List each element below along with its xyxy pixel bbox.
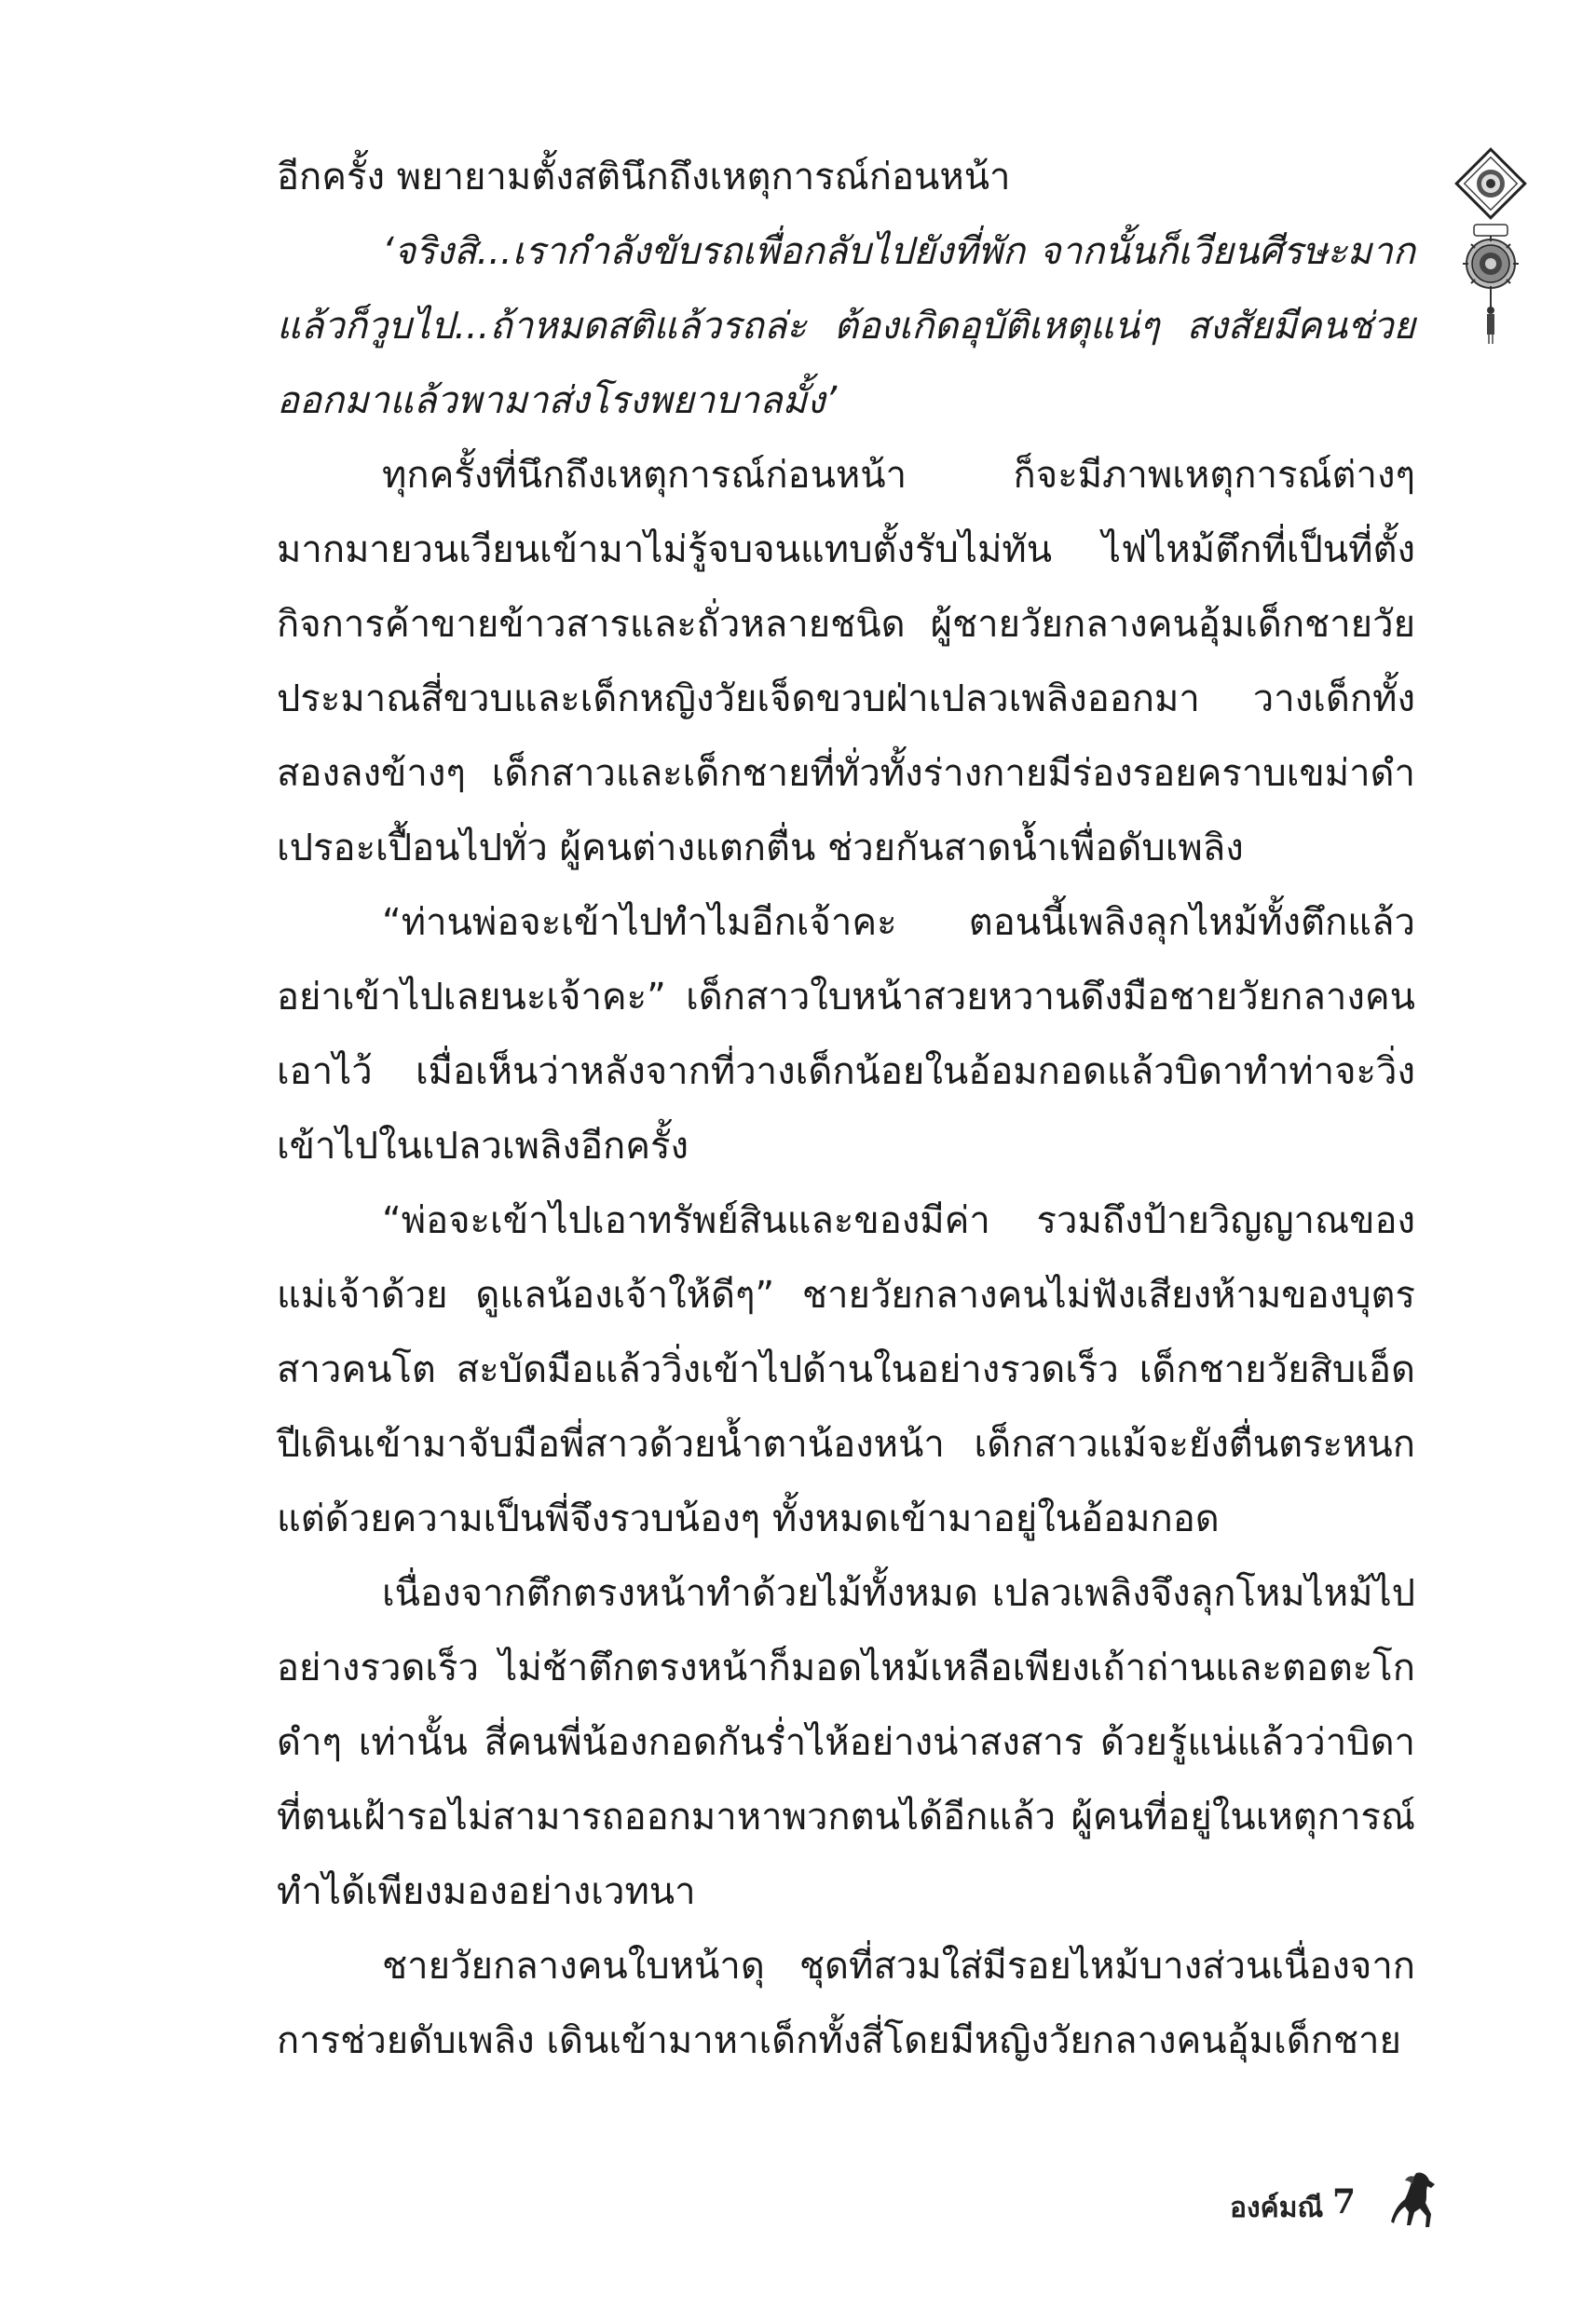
paragraph-1: อีกครั้ง พยายามตั้งสตินึกถึงเหตุการณ์ก่อนหน้า: [277, 156, 1011, 198]
paragraph-3: ทุกครั้งที่นึกถึงเหตุการณ์ก่อนหน้า ก็จะมีภาพเหตุการณ์ต่างๆ มากมายวนเวียนเข้ามาไม่รู้จบจนแทบตั้งรับไม่ทัน ไฟไหม้ตึกที่เป็นที่ตั้งกิจการค้าขายข้าวสารและถั่วหลายชนิด ผู้ชายวัยกลางคนอุ้มเด็กชายวัยประมาณสี่ขวบและเด็กหญิงวัยเจ็ดขวบฝ่าเปลวเพลิงออกมา วางเด็กทั้งสองลงข้างๆ เด็กสาวและเด็กชายที่ทั่วทั้งร่างกายมีร่องรอยคราบเขม่าดำเปรอะเปื้อนไปทั่ว ผู้คนต่างแตกตื่น ช่วยกันสาดน้ำเพื่อดับเพลิง: [277, 454, 1415, 869]
body-text: [277, 140, 1415, 2078]
paragraph-5: “พ่อจะเข้าไปเอาทรัพย์สินและของมีค่า รวมถึงป้ายวิญญาณของแม่เจ้าด้วย ดูแลน้องเจ้าให้ดีๆ” ชายวัยกลางคนไม่ฟังเสียงห้ามของบุตรสาวคนโต สะบัดมือแล้ววิ่งเข้าไปด้านในอย่างรวดเร็ว เด็กชายวัยสิบเอ็ดปีเดินเข้ามาจับมือพี่สาวด้วยน้ำตาน้องหน้า เด็กสาวแม้จะยังตื่นตระหนก แต่ด้วยความเป็นพี่จึงรวบน้องๆ ทั้งหมดเข้ามาอยู่ในอ้อมกอด: [277, 1199, 1415, 1540]
paragraph-6: เนื่องจากตึกตรงหน้าทำด้วยไม้ทั้งหมด เปลวเพลิงจึงลุกโหมไหม้ไปอย่างรวดเร็ว ไม่ช้าตึกตรงหน้าก็มอดไหม้เหลือเพียงเถ้าถ่านและตอตะโกดำๆ เท่านั้น สี่คนพี่น้องกอดกันร่ำไห้อย่างน่าสงสาร ด้วยรู้แน่แล้วว่าบิดาที่ตนเฝ้ารอไม่สามารถออกมาหาพวกตนได้อีกแล้ว ผู้คนที่อยู่ในเหตุการณ์ทำได้เพียงมองอย่างเวทนา: [277, 1572, 1415, 1913]
page-number: 7: [1332, 2182, 1357, 2222]
paragraph-7: ชายวัยกลางคนใบหน้าดุ ชุดที่สวมใส่มีรอยไหม้บางส่วนเนื่องจากการช่วยดับเพลิง เดินเข้ามาหาเด็กทั้งสี่โดยมีหญิงวัยกลางคนอุ้มเด็กชาย: [277, 1945, 1415, 2062]
horse-icon: [1388, 2169, 1439, 2235]
page-footer: [1193, 2179, 1491, 2244]
paragraph-4: “ท่านพ่อจะเข้าไปทำไมอีกเจ้าคะ ตอนนี้เพลิงลุกไหม้ทั้งตึกแล้ว อย่าเข้าไปเลยนะเจ้าคะ” เด็กสาวใบหน้าสวยหวานดึงมือชายวัยกลางคนเอาไว้ เมื่อเห็นว่าหลังจากที่วางเด็กน้อยในอ้อมกอดแล้วบิดาทำท่าจะวิ่งเข้าไปในเปลวเพลิงอีกครั้ง: [277, 901, 1415, 1168]
paragraph-2: ‘จริงสิ...เรากำลังขับรถเพื่อกลับไปยังที่พัก จากนั้นก็เวียนศีรษะมากแล้วก็วูบไป...ถ้าหมดสติแล้วรถล่ะ ต้องเกิดอุบัติเหตุแน่ๆ สงสัยมีคนช่วยออกมาแล้วพามาส่งโรงพยาบาลมั้ง’: [277, 230, 1415, 422]
book-title: องค์มณี: [1230, 2192, 1324, 2224]
publisher-emblem-icon: [1453, 144, 1528, 359]
